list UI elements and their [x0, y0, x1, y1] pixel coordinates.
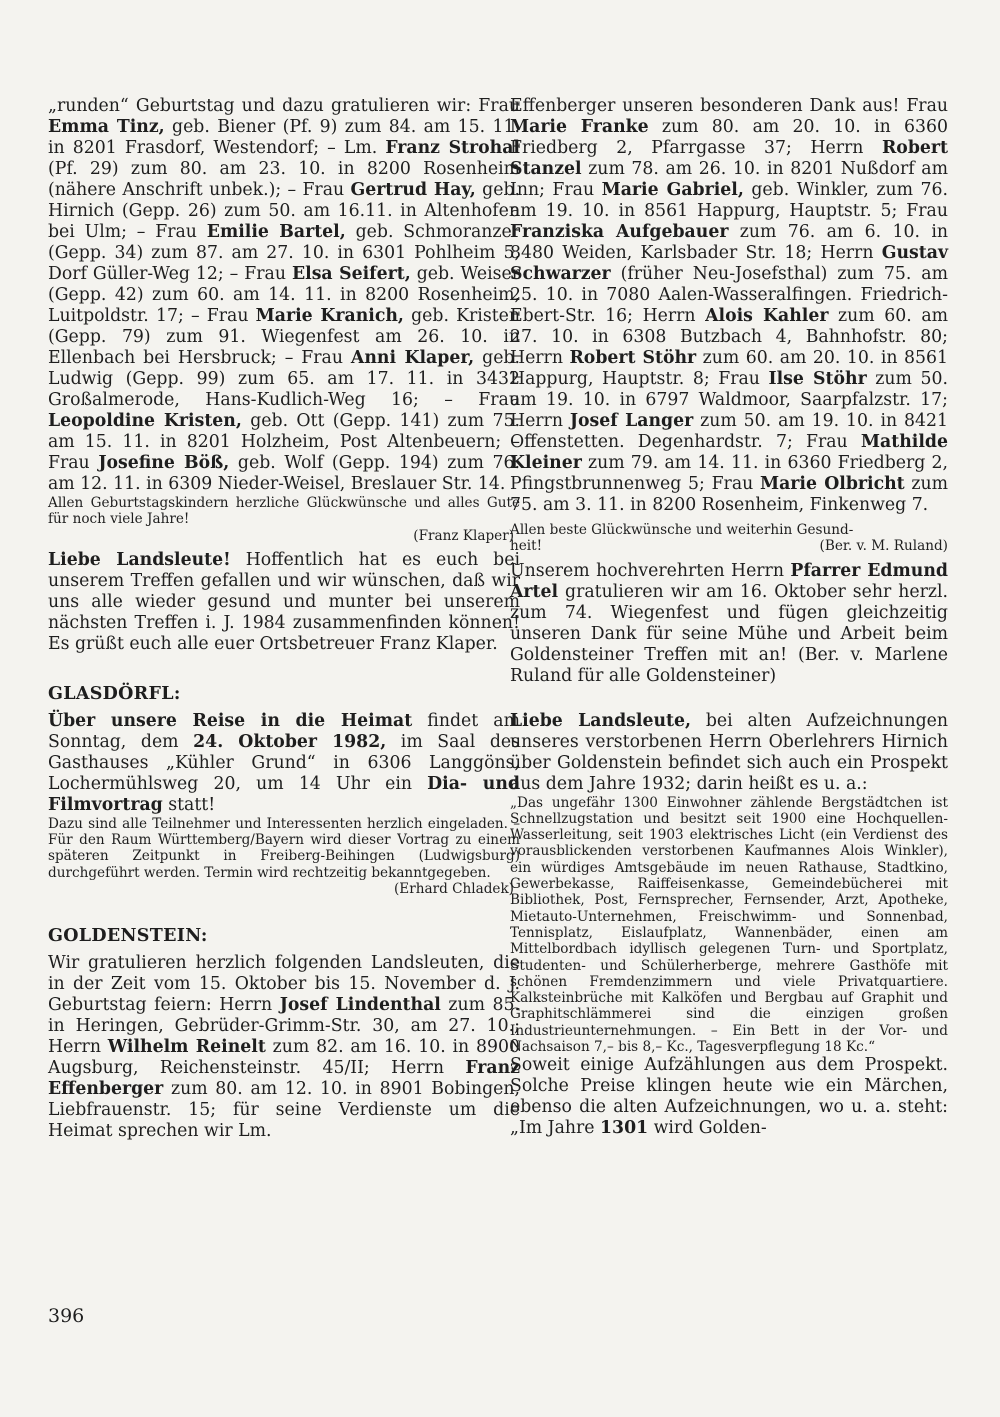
wishes-note-signature-line — [510, 538, 948, 554]
wishes-note: Allen beste Glückwünsche und weiterhin Gesund- — [510, 522, 854, 538]
pfarrer-birthday-paragraph: Unserem hochverehrten Herrn Pfarrer Edmund Artel gratulieren wir am 16. Oktober sehr herzl. zum 74. Wiegenfest und fügen gleichzeitig unseren Dank für seine Mühe und Arbeit beim Goldensteiner Treffen mit an! (Ber. v. Marlene Ruland für alle Goldensteiner) — [510, 560, 948, 686]
goldenstein-birthdays-paragraph: Wir gratulieren herzlich folgenden Landsleuten, die in der Zeit vom 15. Oktober bis 15. November d. J. Geburtstag feiern: Herrn Josef Lindenthal zum 85. in Heringen, Gebrüder-Grimm-Str. 30, am 27. 10.; Herrn Wilhelm Reinelt zum 82. am 16. 10. in 8900 Augsburg, Reichensteinstr. 45/II; Herrn Franz Effenberger zum 80. am 12. 10. in 8901 Bobingen, Liebfrauenstr. 15; für seine Verdienste um die Heimat sprechen wir Lm. — [48, 953, 521, 1142]
prospekt-intro-paragraph: Liebe Landsleute, bei alten Aufzeichnungen unseres verstorbenen Herrn Oberlehrers Hirnich über Goldenstein befindet sich auch ein Prospekt aus dem Jahre 1932; darin heißt es u. a.: — [510, 710, 948, 794]
right-column — [510, 96, 948, 1139]
section-heading-glasdoerfl: GLASDÖRFL: — [48, 683, 181, 704]
page-number: 396 — [48, 1305, 85, 1327]
signature-m-ruland: (Ber. v. M. Ruland) — [819, 538, 948, 555]
goldenstein-birthdays-continued: Effenberger unseren besonderen Dank aus! Frau Marie Franke zum 80. am 20. 10. in 6360 Friedberg 2, Pfarrgasse 37; Herrn Robert Stanzel zum 78. am 26. 10. in 8201 Nußdorf am Inn; Frau Marie Gabriel, geb. Winkler, zum 76. am 19. 10. in 8561 Happurg, Hauptstr. 5; Frau Franziska Aufgebauer zum 76. am 6. 10. in 8480 Weiden, Karlsbader Str. 18; Herrn Gustav Schwarzer (früher Neu-Josefsthal) zum 75. am 25. 10. in 7080 Aalen-Wasseralfingen. Friedrich-Ebert-Str. 16; Herrn Alois Kahler zum 60. am 27. 10. in 6308 Butzbach 4, Bahnhofstr. 80; Herrn Robert Stöhr zum 60. am 20. 10. in 8561 Happurg, Hauptstr. 8; Frau Ilse Stöhr zum 50. am 19. 10. in 6797 Waldmoor, Saarpfalzstr. 17; Herrn Josef Langer zum 50. am 19. 10. in 8421 Offenstetten. Degenhardstr. 7; Frau Mathilde Kleiner zum 79. am 14. 11. in 6360 Friedberg 2, Pfingstbrunnenweg 5; Frau Marie Olbricht zum 75. am 3. 11. in 8200 Rosenheim, Finkenweg 7. — [510, 96, 949, 515]
section-heading-goldenstein: GOLDENSTEIN: — [48, 926, 208, 947]
birthday-list-paragraph: „runden“ Geburtstag und dazu gratulieren wir: Frau Emma Tinz, geb. Biener (Pf. 9) zum 84. am 15. 11. in 8201 Frasdorf, Westendorf; – Lm. Franz Strohal (Pf. 29) zum 80. am 23. 10. in 8200 Rosenheim (nähere Anschrift unbek.); – Frau Gertrud Hay, geb. Hirnich (Gepp. 26) zum 50. am 16.11. in Altenhofen bei Ulm; – Frau Emilie Bartel, geb. Schmoranzer (Gepp. 34) zum 87. am 27. 10. in 6301 Pohlheim 5, Dorf Güller-Weg 12; – Frau Elsa Seifert, geb. Weiser (Gepp. 42) zum 60. am 14. 11. in 8200 Rosenheim, Luitpoldstr. 17; – Frau Marie Kranich, geb. Kristen (Gepp. 79) zum 91. Wiegenfest am 26. 10. in Ellenbach bei Hersbruck; – Frau Anni Klaper, geb. Ludwig (Gepp. 99) zum 65. am 17. 11. in 3432 Großalmerode, Hans-Kudlich-Weg 16; – Frau Leopoldine Kristen, geb. Ott (Gepp. 141) zum 75. am 15. 11. in 8201 Holzheim, Post Altenbeuern; – Frau Josefine Böß, geb. Wolf (Gepp. 194) zum 76. am 12. 11. in 6309 Nieder-Weisel, Breslauer Str. 14. — [48, 96, 520, 494]
wishes-note-end: heit! — [510, 538, 543, 555]
trip-announcement-paragraph: Über unsere Reise in die Heimat findet am Sonntag, dem 24. Oktober 1982, im Saal des Gasthauses „Kühler Grund“ in 6306 Langgöns, Lochermühlsweg 20, um 14 Uhr ein Dia- und Filmvortrag statt! — [48, 710, 520, 815]
signature-franz-klaper: (Franz Klaper) — [413, 527, 514, 544]
signature-erhard-chladek: (Erhard Chladek) — [393, 881, 514, 898]
invitation-note: Dazu sind alle Teilnehmer und Interessenten herzlich eingeladen. – Für den Raum Württemberg/Bayern wird dieser Vortrag zu einem späteren Zeitpunkt in Freiberg-Beihingen (Ludwigsburg) durchgeführt werden. Termin wird rechtzeitig bekanntgegeben. — [48, 815, 520, 881]
prospekt-quote: „Das ungefähr 1300 Einwohner zählende Bergstädtchen ist Schnellzugstation und besitzt seit 1900 eine Hochquellen-Wasserleitung, seit 1903 elektrisches Licht (ein Verdienst des vorausblickenden verstorbenen Kaufmannes Alois Winkler), ein würdiges Amtsgebäude im neuen Rathause, Stadtkino, Gewerbekasse, Raiffeisenkasse, Gemeindebücherei mit Bibliothek, Post, Fernsprecher, Fernsender, Arzt, Apotheke, Mietauto-Unternehmen, Freischwimm- und Sonnenbad, Tennisplatz, Eislaufplatz, Wannenbäder, einen am Mittelbordbach idyllisch gelegenen Turn- und Sportplatz, Studenten- und Schülerherberge, mehrere Gasthöfe mit schönen Fremdenzimmern und viele Privatquartiere. Kalksteinbrüche mit Kalköfen und Bergbau auf Graphit und Graphitschlämmerei sind die einzigen großen Industrieunternehmungen. – Ein Bett in der Vor- und Nachsaison 7,– bis 8,– Kc., Tagesverpflegung 18 Kc.“ — [510, 794, 948, 1056]
prospekt-conclusion-paragraph: Soweit einige Aufzählungen aus dem Prospekt. Solche Preise klingen heute wie ein Märchen, ebenso die alten Aufzeichnungen, wo u. a. steht: „Im Jahre 1301 wird Golden- — [510, 1055, 948, 1139]
greeting-paragraph: Liebe Landsleute! Hoffentlich hat es euch bei unserem Treffen gefallen und wir wünschen, daß wir uns alle wieder gesund und munter bei unserem nächsten Treffen i. J. 1984 zusammenfinden können! Es grüßt euch alle euer Ortsbetreuer Franz Klaper. — [48, 549, 521, 654]
left-column — [48, 96, 520, 1142]
birthday-wishes-note: Allen Geburtstagskindern herzliche Glückwünsche und alles Gute für noch viele Jahre! — [48, 495, 520, 528]
